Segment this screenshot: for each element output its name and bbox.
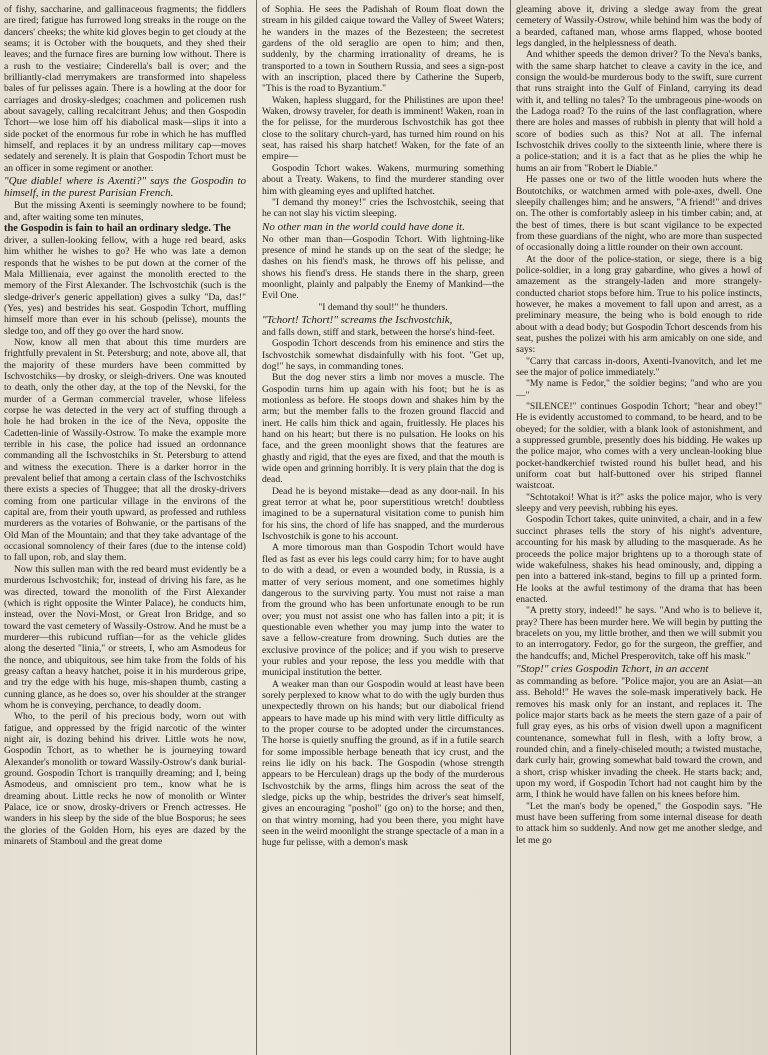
paragraph: as commanding as before. "Police major, you are an Asiat—an ass. Behold!" He waves the sole-mask imperatively back. He removes his mask only for an instant, and replaces it. The police major starts back as he meets the stern gaze of a pair of full gray eyes, as his orbs of vision dwell upon a magnificent countenance, somewhat full in flesh, with a lofty brow, a rounded chin, and a finely-chiseled mouth; a twisted mustache, dark curly hair, growing somewhat bald toward the crown, and a short, crisp whisker invading the cheek. He starts back; and, upon my word, if Gospodin Tchort had not caught him by the arm, I think he would have fallen on his knees before him. xyxy=(516,675,762,801)
paragraph: "Carry that carcass in-doors, Axenti-Ivanovitch, and let me see the major of police immediately." xyxy=(516,355,762,378)
paragraph: Gospodin Tchort wakes. Wakens, murmuring something about a Treaty. Wakens, to find the murderer standing over him with gleaming eyes and uplifted hatchet. xyxy=(262,162,504,197)
paragraph: But the dog never stirs a limb nor moves a muscle. The Gospodin turns him up again with his foot; but he is as motionless as before. He stoops down and shakes him by the arm; but the member falls to the frozen ground flaccid and inert. He calls him thick and again, fruitlessly. He places his hand on his heart; but there is no pulsation. He looks on his face, and the green moonlight shows that the features are ghastly and rigid, that the eyes are fixed, and that the mouth is wide open and grinning horribly. It is very plain that the dog is dead. xyxy=(262,372,504,486)
paragraph: "Que diable! where is Axenti?" says the Gospodin to himself, in the purest Parisian French. xyxy=(4,175,246,200)
paragraph: But the missing Axenti is seemingly nowhere to be found; and, after waiting some ten minutes, xyxy=(4,200,246,223)
paragraph: Now, know all men that about this time murders are frightfully prevalent in St. Petersburg; and note, above all, that the majority of these murders have been committed by Ischvostchiks—by drosky, or sleigh-drivers. One was knouted to death, only the other day, at the top of the Nevski, for the murder of a German commercial traveler, whose lifeless corpse he was detected in the very act of stuffing through a hole he had broken in the ice of the Neva, opposite the Cadetten-linie of Wassily-Ostrow. To make the example more terrible in his case, the police had issued an ordonnance commanding all the Ischvostchiks in St. Petersburg to attend and witness the execution. There is a darker horror in the prevalent belief that among a certain class of the Ischvostchiks there exists a species of Thuggee; that all the drosky-drivers coming from one particular village in the environs of the capital are, from their youth upward, as professed and ruthless murderers as the votaries of Bohwanie, or the partisans of the Old Man of the Mountain; and that they take advantage of the occasional somnolency of their fares (due to the intense cold) to fall upon, rob, and slay them. xyxy=(4,336,246,564)
paragraph: of fishy, saccharine, and gallinaceous fragments; the fiddlers are tired; fatigue has furrowed long streaks in the rouge on the dancers' cheeks; the white kid gloves begin to get cloudy at the seams; it is October with the bouquets, and they shed their leaves; and the furnace fires are burning low without. There is a rush to the vestiaire; Cinderella's ball is over; and the brilliantly-clad merrymakers are transformed into shapeless bales of fur pelisses again. There is a howling at the door for carriages and drosky-sledges; coachmen and policemen rush about savagely, calling recalcitrant Jehus; and then Gospodin Tchort—we lose him off his diabolical mask—slips it into a side pocket of the enormous fur robe in which he has muffled himself, and replaces it by an undress military cap—moves sedately and serenely. It is plain that Gospodin Tchort must be an officer in some regiment or another. xyxy=(4,4,246,174)
paragraph: "I demand thy money!" cries the Ischvostchik, seeing that he can not slay his victim sleeping. xyxy=(262,196,504,220)
paragraph: "I demand thy soul!" he thunders. xyxy=(318,301,448,313)
paragraph: Dead he is beyond mistake—dead as any door-nail. In his great terror at what he, poor superstitious wretch! doubtless imagined to be a supernatural visitation come to punish him for his sins, the chord of life has snapped, and the murderous Ischvostchik is gone to his account. xyxy=(262,485,504,543)
paragraph: No other man than—Gospodin Tchort. With lightning-like presence of mind he stands up on the seat of the sledge; he dashes on his fiend's mask, he throws off his pelisse, and shows his fiend's dress. He stands there in the sharp, green moonlight, plainly and palpably the Enemy of Mankind—the Evil One. xyxy=(262,233,504,302)
paragraph: Now this sullen man with the red beard must evidently be a murderous Ischvostchik; for, instead of driving his fare, as he was directed, toward the monolith of the First Alexander (which is right opposite the Winter Palace), he conducts him, instead, over the Novi-Most, or Great Iron Bridge, and so toward the vast cemetery of Wassily-Ostrow. And he must be a murderer—this rubicund ruffian—for as the vehicle glides along the deserted "linia," or streets, I, who am Asmodeus for the nonce, and ubiquitous, see him take from the folds of his greasy caftan a heavy hatchet, poise it in his murderous gripe, and try the edge with his huge, mis-shapen thumb, casting a cunning glance, as he does so, over his shoulder at the stranger whom he is conveying, perchance, to deadly doom. xyxy=(4,563,246,711)
paragraph: the Gospodin is fain to hail an ordinary sledge. The xyxy=(4,222,231,234)
paragraph: "My name is Fedor," the soldier begins; "and who are you—" xyxy=(516,378,762,401)
paragraph: "Stop!" cries Gospodin Tchort, in an accent xyxy=(516,662,709,675)
column-1 xyxy=(4,4,246,1050)
paragraph: Gospodin Tchort takes, quite uninvited, a chair, and in a few succinct phrases tells the story of his night's adventure, accounting for his mask by alluding to the masquerade. As he proceeds the police major brightens up to a thorough state of wide wakefulness, shakes his head ominously, and, dipping a pen into a battered ink-stand, begins to fill up a printed form. He looks at the awful testimony of the drama that has been enacted. xyxy=(516,514,762,605)
paragraph: A weaker man than our Gospodin would at least have been sorely perplexed to know what to do with the ugly burden thus unexpectedly thrown on his hands; but our diabolical friend appears to have made up his mind with very little difficulty as to the proper course to be adopted under the circumstances. The horse is quietly snuffing the ground, as if in a futile search for some impossible herbage beneath that icy crust, and the reins lie idly on his back. The Gospodin (whose strength appears to be Herculean) drags up the body of the murderous Ischvostchik by the arms, flings him across the seat of the sledge, picks up the whip, bestrides the driver's seat himself, gives an encouraging "poshol" (go on) to the horse; and then, on that wintry morning, had you been there, you might have seen in the weird moonlight the strange spectacle of a man in a huge fur pelisse, with a demon's mask xyxy=(262,678,504,849)
paragraph: "SILENCE!" continues Gospodin Tchort; "hear and obey!" He is evidently accustomed to command, to be heard, and to be obeyed; for the soldier, with a blank look of astonishment, and a suppressed grumble, presently does his bidding. He wakes up the police major, who comes with a very unclean-looking blue pocket-handkerchief twisted round his bullet head, and his uniform coat but half-buttoned over his striped flannel waistcoat. xyxy=(516,401,762,492)
paragraph: At the door of the police-station, or siege, there is a big police-soldier, in a long gray gabardine, who gives a howl of amazement as the strangely-laden and more strangely-conducted chariot stops before him. True to his police instincts, however, he makes a movement to fall upon and arrest, as a preliminary measure, the being who is bold enough to ride about with a dead body; but Gospodin Tchort descends from his seat, pushes the polizei with his arm amicably on one side, and says: xyxy=(516,253,762,356)
paragraph: "Schtotakoi! What is it?" asks the police major, who is very sleepy and very peevish, rubbing his eyes. xyxy=(516,491,762,515)
column-3 xyxy=(516,4,762,1050)
paragraph: "A pretty story, indeed!" he says. "And who is to believe it, pray? There has been murder here. We will begin by putting the bracelets on you, my little brother, and then we will submit you to an interrogatory. Fedor, go for the surgeon, the greffier, and the handcuffs; and, Michel Presperovitch, take off his mask." xyxy=(516,605,762,662)
paragraph: "Tchort! Tchort!" screams the Ischvostchik, xyxy=(262,313,453,326)
paragraph: A more timorous man than Gospodin Tchort would have fled as fast as ever his legs could carry him; for to have aught to do with a dead, or even a wounded body, in Russia, is a matter of very serious moment, and one sometimes highly dangerous to the surviving party. You must not raise a man from the ground who has been unfortunate enough to be run over; you must not assist one who has fallen into a pit; it is questionable even whether you may jump into the water to save a fellow-creature from drowning. Such duties are the exclusive province of the police; and if you wish to preserve your rubles and your repose, the less you meddle with that municipal institution the better. xyxy=(262,542,504,679)
paragraph: Waken, hapless sluggard, for the Philistines are upon thee! Waken, drowsy traveler, for death is imminent! Waken, roan in the for pelisse, for the murderous Ischvostchik has got thee close to the solitary church-yard, has turned him round on his seat, has raised his sharp hatchet! Waken, for the fate of an empire— xyxy=(262,94,504,163)
column-rule xyxy=(256,0,257,1055)
paragraph: "Let the man's body be opened," the Gospodin says. "He must have been suffering from some internal disease for death to attack him so suddenly. And now get me another sledge, and let me go xyxy=(516,800,762,846)
paragraph: and falls down, stiff and stark, between the horse's hind-feet. xyxy=(262,326,495,338)
paragraph: He passes one or two of the little wooden huts where the Boutotchiks, or watchmen armed with pole-axes, dwell. One sleepily challenges him; and he answers, "A friend!" and drives on. The other is comfortably asleep in his timber cabin; and, at the best of times, there is but scant vigilance to be expected from these guardians of the night, who are more than suspected of occasionally doing a little rounder on their own account. xyxy=(516,174,762,254)
paragraph: Gospodin Tchort descends from his eminence and stirs the Ischvostchik somewhat disdainfully with his foot. "Get up, dog!" he says, in commanding tones. xyxy=(262,338,504,372)
column-rule xyxy=(510,0,511,1055)
paragraph: Who, to the peril of his precious body, worn out with fatigue, and oppressed by the frigid narcotic of the winter night air, is dozing behind his driver. Little wots he now, Gospodin Tchort, as to whether he is journeying toward Alexander's monolith or toward Wassily-Ostrow's dank burial-ground. Gospodin Tchort is tranquilly dreaming; and I, being Asmodeus, and omniscient pro tem., know what he is dreaming about. Little recks he now of monolith or Winter Palace, ice or snow, drosky-drivers or French actresses. He wanders in his sleep by the side of the blue Bosporus; he sees the glories of the Golden Horn, his eyes are dazed by the minarets of Stamboul and the great dome xyxy=(4,711,246,848)
paragraph: gleaming above it, driving a sledge away from the great cemetery of Wassily-Ostrow, while behind him was the body of a bearded, caftaned man, whose arms flapped, whose booted legs dangled, in the helplessness of death. xyxy=(516,4,762,50)
paragraph: No other man in the world could have done it. xyxy=(262,220,465,233)
paragraph: driver, a sullen-looking fellow, with a huge red beard, asks him whither he wishes to go? He who was late a demon responds that he wishes to be put down at the corner of the Mala Millienaia, ever against the monolith erected to the memory of the First Alexander. The Ischvostchik (such is the sledge-driver's generic appellation) gives a sulky "Da, das!" (Yes, yes) and bestrides his seat. Gospodin Tchort, muffling himself more than ever in his schoub (pelisse), mounts the sledge too, and off they go over the hard snow. xyxy=(4,234,246,337)
column-2 xyxy=(262,4,504,1050)
paragraph: And whither speeds the demon driver? To the Neva's banks, with the same sharp hatchet to cleave a cavity in the ice, and consign the would-be murderous body to the swift, sure current that runs straight into the Gulf of Finland, carrying its dead with it, and telling no tales? To the umbrageous pine-woods on the Ladoga road? To the ruins of the last conflagration, where there are holes and masses of rubbish in plenty that will hold a score of bodies such as this? Not at all. The infernal Ischvostchik drives coolly to the sixteenth linie, where there is a police-station; and it is a fact that as he plies the whip he hums an air from "Robert le Diable." xyxy=(516,49,762,174)
paragraph: of Sophia. He sees the Padishah of Roum float down the stream in his gilded caique toward the Valley of Sweet Waters; he wanders in the mazes of the Bezesteen; the secretest gardens of the old seraglio are open to him; and then, suddenly, by the charming irrationality of dreams, he is transported to a town in Southern Russia, and sees a sign-post with an inscription, placed there by Catherine the Superb, "This is the road to Byzantium." xyxy=(262,4,504,95)
